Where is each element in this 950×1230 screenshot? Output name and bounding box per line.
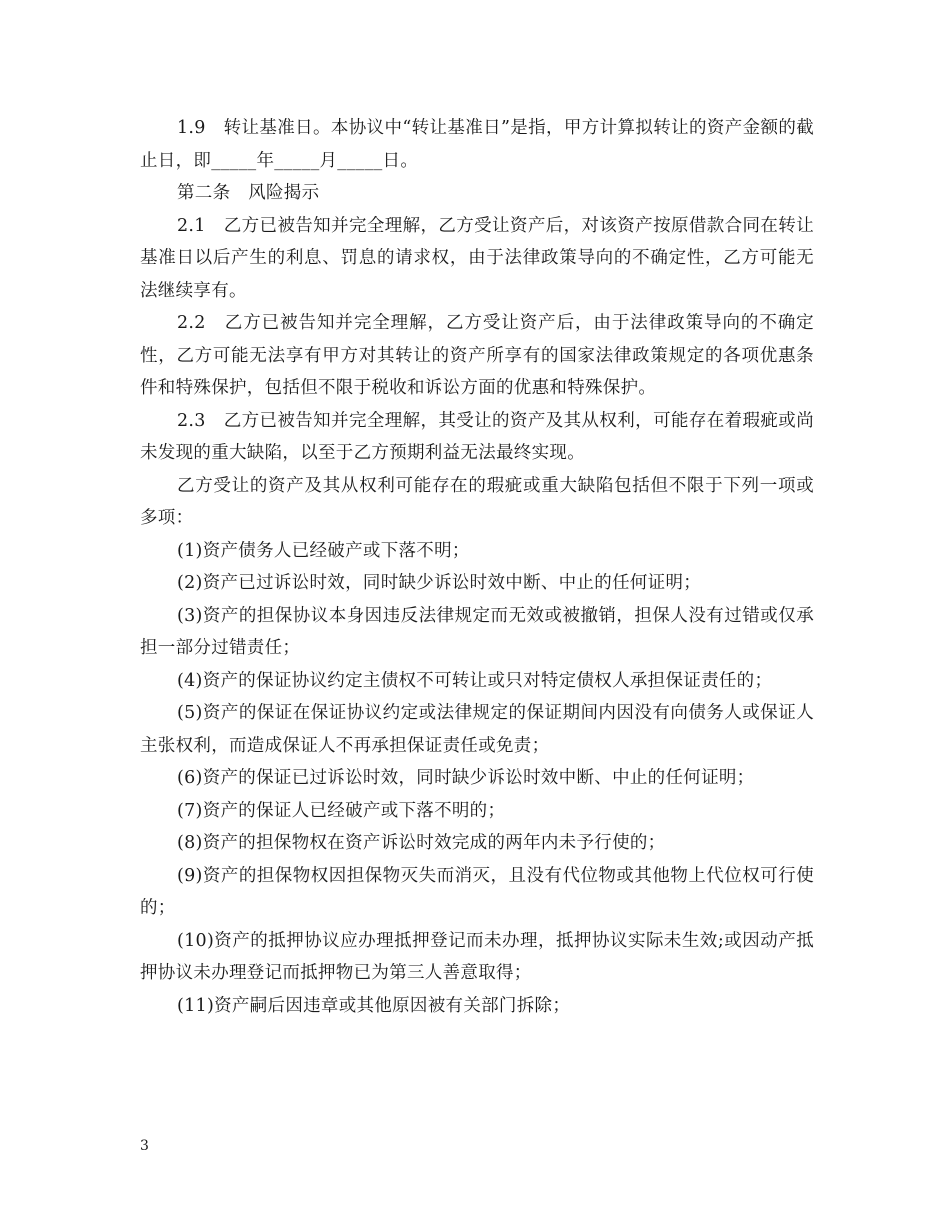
defect-item-1: (1)资产债务人已经破产或下落不明； xyxy=(177,540,470,561)
clause-1-9: 1.9 转让基准日。本协议中“转让基准日”是指，甲方计算拟转让的资产金额的截止日，即_____年_____月_____日。 xyxy=(140,118,814,171)
defect-item-3: (3)资产的担保协议本身因违反法律规定而无效或被撤销，担保人没有过错或仅承担一部分过错责任； xyxy=(140,605,814,658)
defect-item-6: (6)资产的保证已过诉讼时效，同时缺少诉讼时效中断、中止的任何证明； xyxy=(177,768,755,788)
article-2-heading: 第二条 风险揭示 xyxy=(177,183,320,203)
clause-2-3: 2.3 乙方已被告知并完全理解，其受让的资产及其从权利，可能存在着瑕疵或尚未发现的重大缺陷，以至于乙方预期利益无法最终实现。 xyxy=(140,410,814,463)
defect-item-11: (11)资产嗣后因违章或其他原因被有关部门拆除； xyxy=(177,995,571,1016)
defect-item-9: (9)资产的担保物权因担保物灭失而消灭，且没有代位物或其他物上代位权可行使的； xyxy=(140,865,814,918)
defect-item-2: (2)资产已过诉讼时效，同时缺少诉讼时效中断、中止的任何证明； xyxy=(177,573,702,593)
defect-item-10: (10)资产的抵押协议应办理抵押登记而未办理，抵押协议实际未生效;或因动产抵押协议未办理登记而抵押物已为第三人善意取得； xyxy=(140,930,814,983)
clause-2-1: 2.1 乙方已被告知并完全理解，乙方受让资产后，对该资产按原借款合同在转让基准日以后产生的利息、罚息的请求权，由于法律政策导向的不确定性，乙方可能无法继续享有。 xyxy=(140,215,814,301)
document-body xyxy=(140,112,814,1022)
page-number: 3 xyxy=(140,1138,149,1154)
defect-item-4: (4)资产的保证协议约定主债权不可转让或只对特定债权人承担保证责任的； xyxy=(177,670,773,691)
defect-item-5: (5)资产的保证在保证协议约定或法律规定的保证期间内因没有向债务人或保证人主张权利，而造成保证人不再承担保证责任或免责； xyxy=(140,703,814,756)
defect-item-8: (8)资产的担保物权在资产诉讼时效完成的两年内未予行使的； xyxy=(177,833,666,853)
clause-2-2: 2.2 乙方已被告知并完全理解，乙方受让资产后，由于法律政策导向的不确定性，乙方可能无法享有甲方对其转让的资产所享有的国家法律政策规定的各项优惠条件和特殊保护，包括但不限于税收和诉讼方面的优惠和特殊保护。 xyxy=(140,313,814,398)
defect-item-7: (7)资产的保证人已经破产或下落不明的； xyxy=(177,800,506,821)
defects-intro: 乙方受让的资产及其从权利可能存在的瑕疵或重大缺陷包括但不限于下列一项或多项： xyxy=(140,475,814,528)
